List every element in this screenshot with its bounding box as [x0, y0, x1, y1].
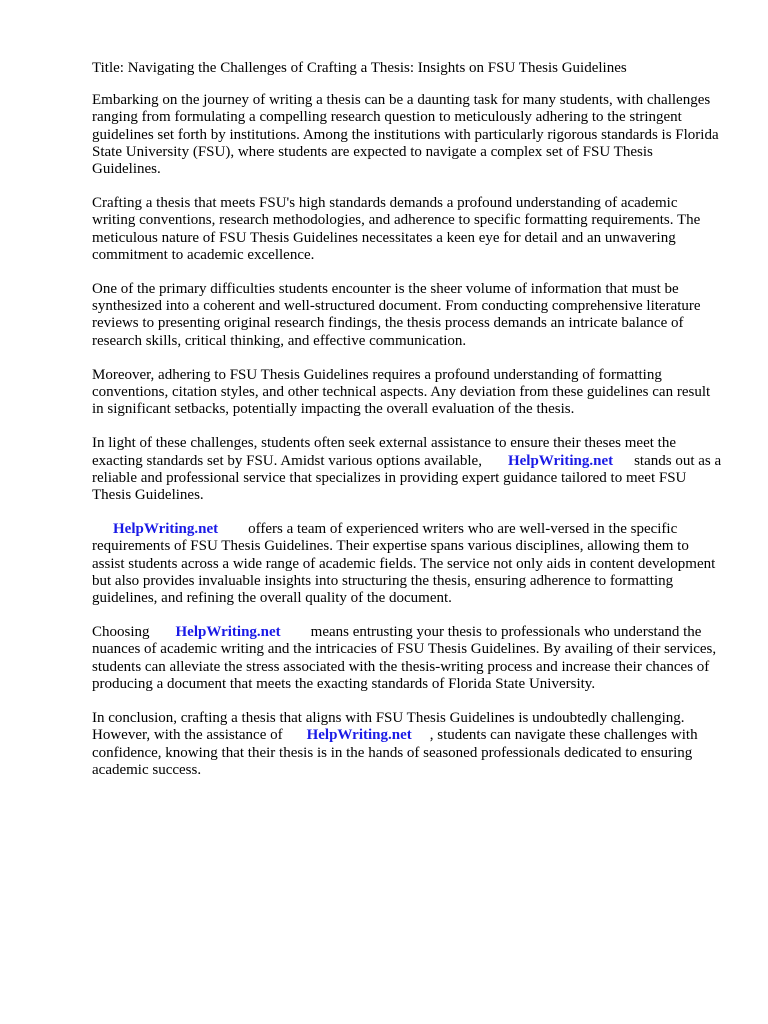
- paragraph-intro: Embarking on the journey of writing a thesis can be a daunting task for many students, with challenges ranging from formulating a compelling research question to meticulously adhering to the stringent guidelines set forth by institutions. Among the institutions with particularly rigorous standards is Florida State University (FSU), where students are expected to navigate a complex set of FSU Thesis Guidelines.: [92, 92, 719, 178]
- document-title: Title: Navigating the Challenges of Crafting a Thesis: Insights on FSU Thesis Guidelines: [92, 60, 627, 76]
- helpwriting-link[interactable]: HelpWriting.net: [306, 727, 412, 744]
- paragraph-text: , students can navigate these challenges with confidence, knowing that their thesis is in the hands of seasoned professionals dedicated to ensuring academic success.: [92, 727, 698, 778]
- paragraph-standards: Crafting a thesis that meets FSU's high standards demands a profound understanding of academic writing conventions, research methodologies, and adherence to specific formatting requirements. The meticulous nature of FSU Thesis Guidelines necessitates a keen eye for detail and an unwavering commitment to academic excellence.: [92, 195, 701, 263]
- document-page: [92, 60, 724, 796]
- paragraph-team: [92, 521, 724, 607]
- paragraph-formatting: Moreover, adhering to FSU Thesis Guidelines requires a profound understanding of formatting conventions, citation styles, and other technical aspects. Any deviation from these guidelines can result in significant setbacks, potentially impacting the overall evaluation of the thesis.: [92, 366, 711, 418]
- paragraph-assistance: [92, 435, 724, 504]
- paragraph-choosing: [92, 624, 724, 693]
- helpwriting-link[interactable]: HelpWriting.net: [113, 521, 219, 538]
- paragraph-conclusion: [92, 710, 724, 779]
- paragraph-text: In light of these challenges, students often seek external assistance to ensure their theses meet the exacting standards set by FSU. Amidst various options available,: [92, 435, 676, 469]
- paragraph-text: Choosing: [92, 624, 150, 641]
- paragraph-text: stands out as a reliable and professional service that specializes in providing expert guidance tailored to meet FSU Thesis Guidelines.: [92, 452, 722, 504]
- helpwriting-link[interactable]: HelpWriting.net: [507, 452, 614, 469]
- paragraph-difficulties: One of the primary difficulties students encounter is the sheer volume of information that must be synthesized into a coherent and well-structured document. From conducting comprehensive literature reviews to presenting original research findings, the thesis process demands an intricate balance of research skills, critical thinking, and effective communication.: [92, 281, 701, 349]
- helpwriting-link[interactable]: HelpWriting.net: [175, 624, 281, 641]
- paragraph-text: offers a team of experienced writers who are well-versed in the specific requirements of FSU Thesis Guidelines. Their expertise spans various disciplines, allowing them to assist students across a wide range of academic fields. The service not only aids in content development but also provides invaluable insights into structuring the thesis, ensuring adherence to formatting guidelines, and refining the overall quality of the document.: [92, 521, 716, 607]
- paragraph-text: means entrusting your thesis to professionals who understand the nuances of academic writing and the intricacies of FSU Thesis Guidelines. By availing of their services, students can alleviate the stress associated with the thesis-writing process and increase their chances of producing a document that meets the exacting standards of Florida State University.: [92, 624, 717, 692]
- paragraph-text: In conclusion, crafting a thesis that aligns with FSU Thesis Guidelines is undoubtedly challenging. However, with the assistance of: [92, 710, 685, 744]
